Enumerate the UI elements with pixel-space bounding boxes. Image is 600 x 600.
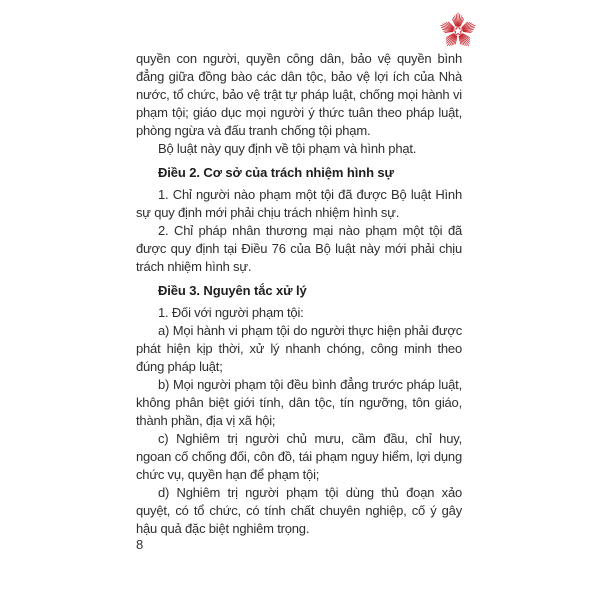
article-3-point-b: b) Mọi người phạm tội đều bình đẳng trước pháp luật, không phân biệt giới tính, dân tộc, tín ngưỡng, tôn giáo, thành phần, địa vị xã hội; [136, 377, 462, 428]
paragraph-scope: Bộ luật này quy định về tội phạm và hình phạt. [158, 141, 417, 156]
page-text-block [136, 50, 462, 538]
article-3-heading: Điều 3. Nguyên tắc xử lý [158, 283, 307, 298]
publisher-starburst-emblem-icon [437, 10, 479, 52]
article-3-point-d: d) Nghiêm trị người phạm tội dùng thủ đoạn xảo quyệt, có tổ chức, có tính chất chuyên nghiệp, cố ý gây hậu quả đặc biệt nghiêm trọng. [136, 485, 462, 536]
article-3-clause-1: 1. Đối với người phạm tội: [158, 305, 304, 320]
article-2-heading: Điều 2. Cơ sở của trách nhiệm hình sự [158, 165, 394, 180]
article-3-point-a: a) Mọi hành vi phạm tội do người thực hiện phải được phát hiện kịp thời, xử lý nhanh chóng, công minh theo đúng pháp luật; [136, 323, 462, 374]
article-2-clause-1: 1. Chỉ người nào phạm một tội đã được Bộ luật Hình sự quy định mới phải chịu trách nhiệm hình sự. [136, 187, 462, 220]
article-2-clause-2: 2. Chỉ pháp nhân thương mại nào phạm một tội đã được quy định tại Điều 76 của Bộ luật này mới phải chịu trách nhiệm hình sự. [136, 223, 462, 274]
page-number: 8 [136, 537, 144, 552]
article-3-point-c: c) Nghiêm trị người chủ mưu, cầm đầu, chỉ huy, ngoan cố chống đối, côn đồ, tái phạm nguy hiểm, lợi dụng chức vụ, quyền hạn để phạm tội; [136, 431, 462, 482]
paragraph-continuation: quyền con người, quyền công dân, bảo vệ quyền bình đẳng giữa đồng bào các dân tộc, bảo vệ lợi ích của Nhà nước, tổ chức, bảo vệ trật tự pháp luật, chống mọi hành vi phạm tội; giáo dục mọi người ý thức tuân theo pháp luật, phòng ngừa và đấu tranh chống tội phạm. [136, 51, 462, 138]
